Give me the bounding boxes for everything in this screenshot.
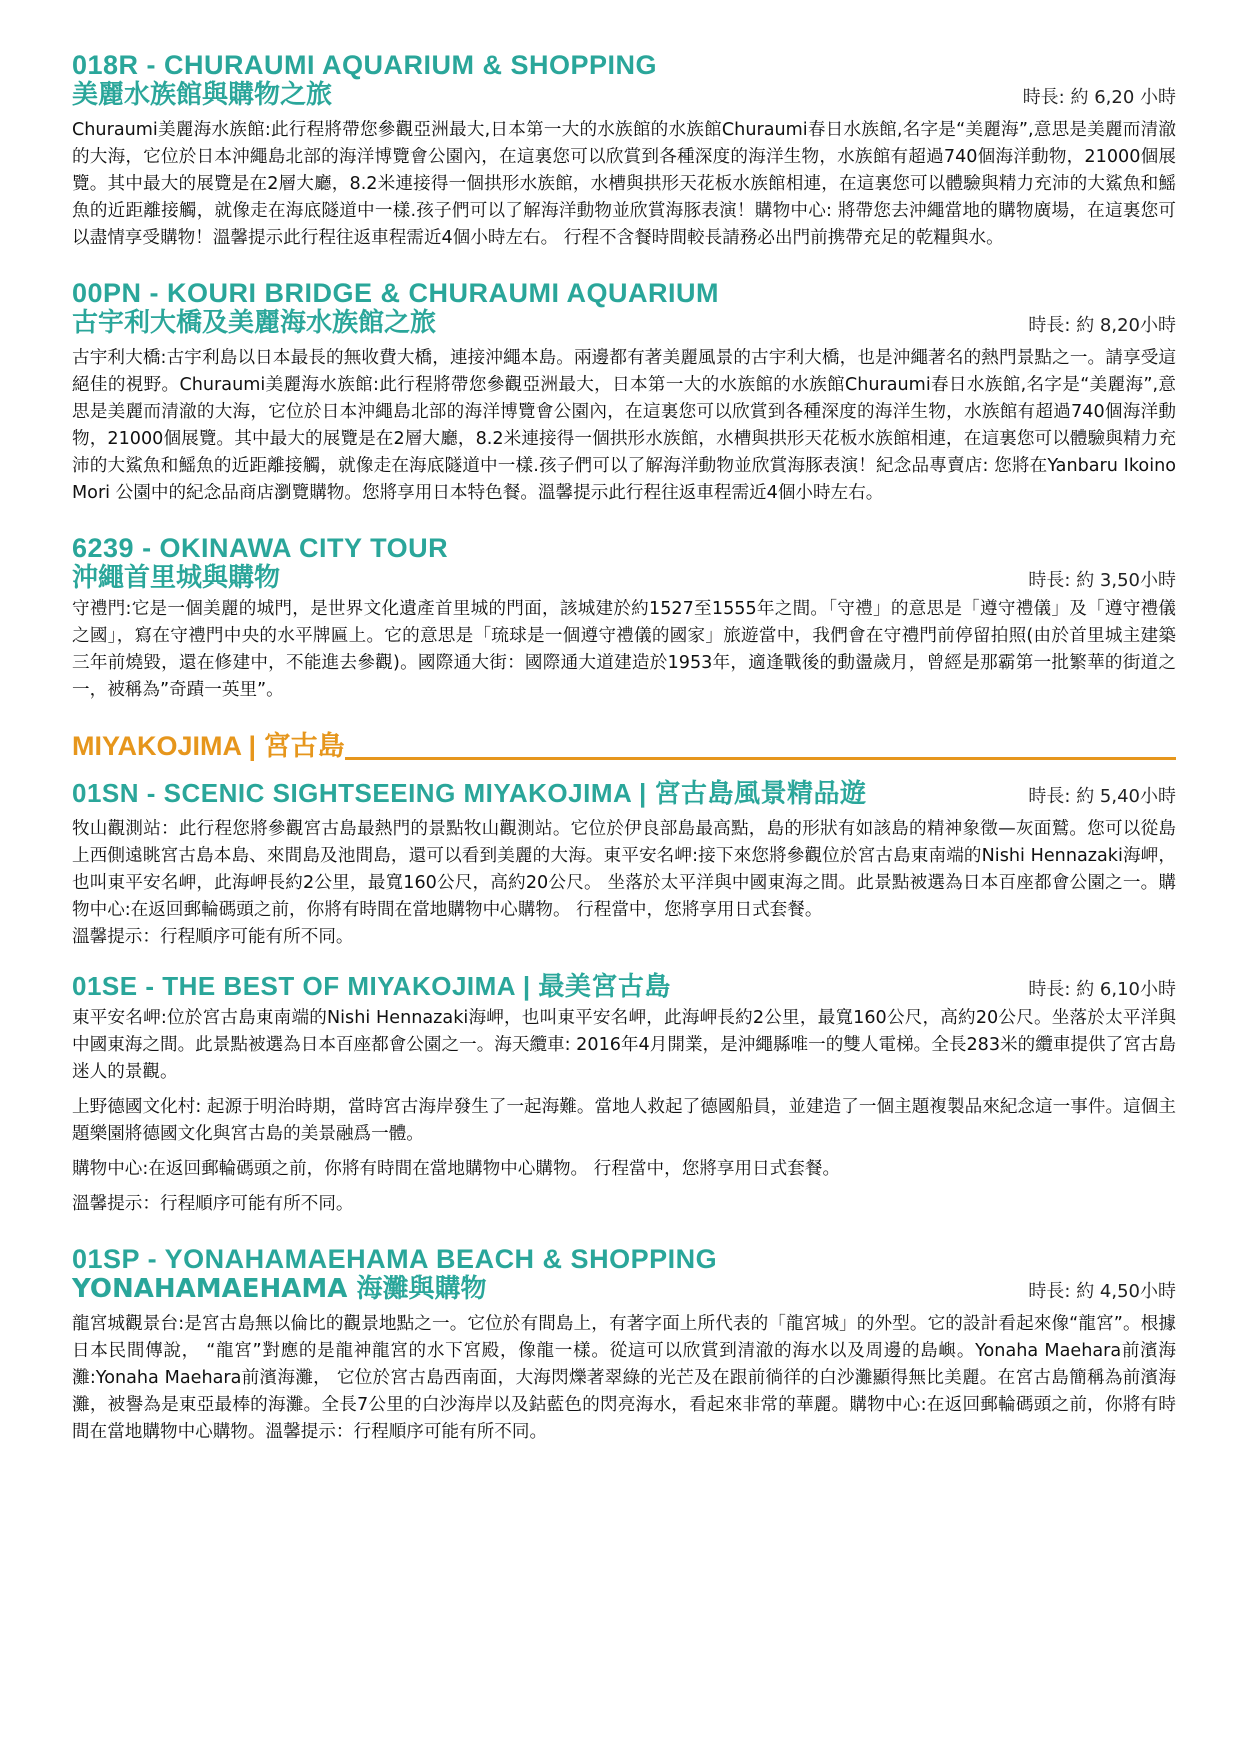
description-paragraph: 守禮門:它是一個美麗的城門，是世界文化遺產首里城的門面，該城建於約1527至1555年之間。「守禮」的意思是「遵守禮儀」及「遵守禮儀之國」，寫在守禮門中央的水平牌匾上。它的意思是「琉球是一個遵守禮儀的國家」旅遊當中，我們會在守禮門前停留拍照(由於首里城主建築三年前燒毀，還在修建中，不能進去參觀)。國際通大街：國際通大道建造於1953年，適逢戰後的動盪歲月，曾經是那霸第一批繁華的街道之一，被稱為”奇蹟一英里”。 (72, 599, 1176, 700)
tour-6239 (72, 533, 1176, 704)
page (72, 50, 1176, 1472)
description-paragraph: 東平安名岬:位於宮古島東南端的Nishi Hennazaki海岬，也叫東平安名岬，此海岬長約2公里，最寬160公尺，高約20公尺。坐落於太平洋與中國東海之間。此景點被選為日本百座都會公園之一。海天纜車: 2016年4月開業，是沖繩縣唯一的雙人電梯。全長283米的纜車提供了宮古島迷人的景觀。 (72, 1008, 1176, 1082)
tour-duration: 時長: 約 6,20 小時 (1022, 87, 1176, 108)
tour-018r (72, 50, 1176, 252)
tour-subtitle: 美麗水族館與購物之旅 (72, 80, 333, 110)
tour-01sn (72, 776, 1176, 951)
tour-code: 01SN - SCENIC SIGHTSEEING MIYAKOJIMA | 宮古島風景精品遊 (72, 778, 867, 808)
code-row (72, 776, 1176, 810)
code-row (72, 969, 1176, 1003)
tour-description (72, 117, 1176, 252)
tour-code: 018R - CHURAUMI AQUARIUM & SHOPPING (72, 50, 658, 80)
tour-description (72, 596, 1176, 704)
tour-description (72, 1311, 1176, 1446)
region-title: MIYAKOJIMA | 宮古島 (72, 731, 345, 761)
tour-code: 01SP - YONAHAMAEHAMA BEACH & SHOPPING (72, 1244, 718, 1274)
description-paragraph: 古宇利大橋:古宇利島以日本最長的無收費大橋，連接沖繩本島。兩邊都有著美麗風景的古宇利大橋，也是沖繩著名的熱門景點之一。請享受這絕佳的視野。Churaumi美麗海水族館:此行程將帶您參觀亞洲最大，日本第一大的水族館的水族館Churaumi春日水族館,名字是“美麗海”,意思是美麗而清澈的大海，它位於日本沖繩島北部的海洋博覽會公園內，在這裏您可以欣賞到各種深度的海洋生物，水族館有超過740個海洋動物，21000個展覽。其中最大的展覽是在2層大廳，8.2米連接得一個拱形水族館，水槽與拱形天花板水族館相連，在這裏您可以體驗與精力充沛的大鯊魚和鰩魚的近距離接觸，就像走在海底隧道中一樣.孩子們可以了解海洋動物並欣賞海豚表演！紀念品專賣店: 您將在Yanbaru Ikoino Mori 公園中的紀念品商店瀏覽購物。您將享用日本特色餐。溫馨提示此行程往返車程需近4個小時左右。 (72, 348, 1176, 503)
description-paragraph: 牧山觀測站：此行程您將參觀宮古島最熱門的景點牧山觀測站。它位於伊良部島最高點，島的形狀有如該島的精神象徵—灰面鷲。您可以從島上西側遠眺宮古島本島、來間島及池間島，還可以看到美麗的大海。東平安名岬:接下來您將參觀位於宮古島東南端的Nishi Hennazaki海岬，也叫東平安名岬，此海岬長約2公里，最寬160公尺，高約20公尺。 坐落於太平洋與中國東海之間。此景點被選為日本百座都會公園之一。購物中心:在返回郵輪碼頭之前，你將有時間在當地購物中心購物。 行程當中，您將享用日式套餐。 (72, 819, 1176, 920)
tour-duration: 時長: 約 8,20小時 (1028, 315, 1176, 336)
subtitle-row (72, 563, 1176, 594)
tour-description (72, 345, 1176, 507)
tour-subtitle: 沖繩首里城與購物 (72, 563, 281, 593)
tour-00pn (72, 278, 1176, 507)
region-divider (345, 757, 1176, 760)
tour-subtitle: 古宇利大橋及美麗海水族館之旅 (72, 308, 437, 338)
tour-code: 01SE - THE BEST OF MIYAKOJIMA | 最美宮古島 (72, 971, 671, 1001)
region-header (72, 730, 1176, 762)
tour-01se (72, 969, 1176, 1218)
tour-subtitle: YONAHAMAEHAMA 海灘與購物 (72, 1274, 487, 1304)
subtitle-row (72, 1274, 1176, 1305)
description-paragraph: 上野德國文化村: 起源于明治時期，當時宮古海岸發生了一起海難。當地人救起了德國船員，並建造了一個主題複製品來紀念這一事件。這個主題樂園將德國文化與宮古島的美景融爲一體。 (72, 1097, 1176, 1144)
tour-01sp (72, 1244, 1176, 1446)
tour-code: 00PN - KOURI BRIDGE & CHURAUMI AQUARIUM (72, 278, 720, 308)
description-note: 溫馨提示：行程順序可能有所不同。 (72, 1194, 354, 1214)
subtitle-row (72, 308, 1176, 339)
tour-description (72, 1005, 1176, 1218)
tour-code: 6239 - OKINAWA CITY TOUR (72, 533, 449, 563)
description-paragraph: Churaumi美麗海水族館:此行程將帶您參觀亞洲最大,日本第一大的水族館的水族館Churaumi春日水族館,名字是“美麗海”,意思是美麗而清澈的大海，它位於日本沖繩島北部的海洋博覽會公園內，在這裏您可以欣賞到各種深度的海洋生物，水族館有超過740個海洋動物，21000個展覽。其中最大的展覽是在2層大廳，8.2米連接得一個拱形水族館，水槽與拱形天花板水族館相連，在這裏您可以體驗與精力充沛的大鯊魚和鰩魚的近距離接觸，就像走在海底隧道中一樣.孩子們可以了解海洋動物並欣賞海豚表演！購物中心: 將帶您去沖繩當地的購物廣場，在這裏您可以盡情享受購物！溫馨提示此行程往返車程需近4個小時左右。 行程不含餐時間較長請務必出門前携帶充足的乾糧與水。 (72, 120, 1176, 248)
tour-duration: 時長: 約 6,10小時 (1028, 979, 1176, 1000)
description-paragraph: 購物中心:在返回郵輪碼頭之前，你將有時間在當地購物中心購物。 行程當中，您將享用日式套餐。 (72, 1159, 841, 1179)
description-note: 溫馨提示：行程順序可能有所不同。 (72, 927, 354, 947)
tour-description (72, 816, 1176, 951)
description-paragraph: 龍宮城觀景台:是宮古島無以倫比的觀景地點之一。它位於有間島上，有著字面上所代表的「龍宮城」的外型。它的設計看起來像“龍宮”。根據日本民間傳說， “龍宮”對應的是龍神龍宮的水下宮殿，像龍一樣。從這可以欣賞到清澈的海水以及周邊的島嶼。Yonaha Maehara前濱海灘:Yonaha Maehara前濱海灘， 它位於宮古島西南面，大海閃爍著翠綠的光芒及在跟前徜徉的白沙灘顯得無比美麗。在宮古島簡稱為前濱海灘，被譽為是東亞最棒的海灘。全長7公里的白沙海岸以及鈷藍色的閃亮海水，看起來非常的華麗。購物中心:在返回郵輪碼頭之前，你將有時間在當地購物中心購物。溫馨提示：行程順序可能有所不同。 (72, 1314, 1176, 1442)
tour-duration: 時長: 約 4,50小時 (1028, 1281, 1176, 1302)
subtitle-row (72, 80, 1176, 111)
tour-duration: 時長: 約 3,50小時 (1028, 570, 1176, 591)
tour-duration: 時長: 約 5,40小時 (1028, 786, 1176, 807)
